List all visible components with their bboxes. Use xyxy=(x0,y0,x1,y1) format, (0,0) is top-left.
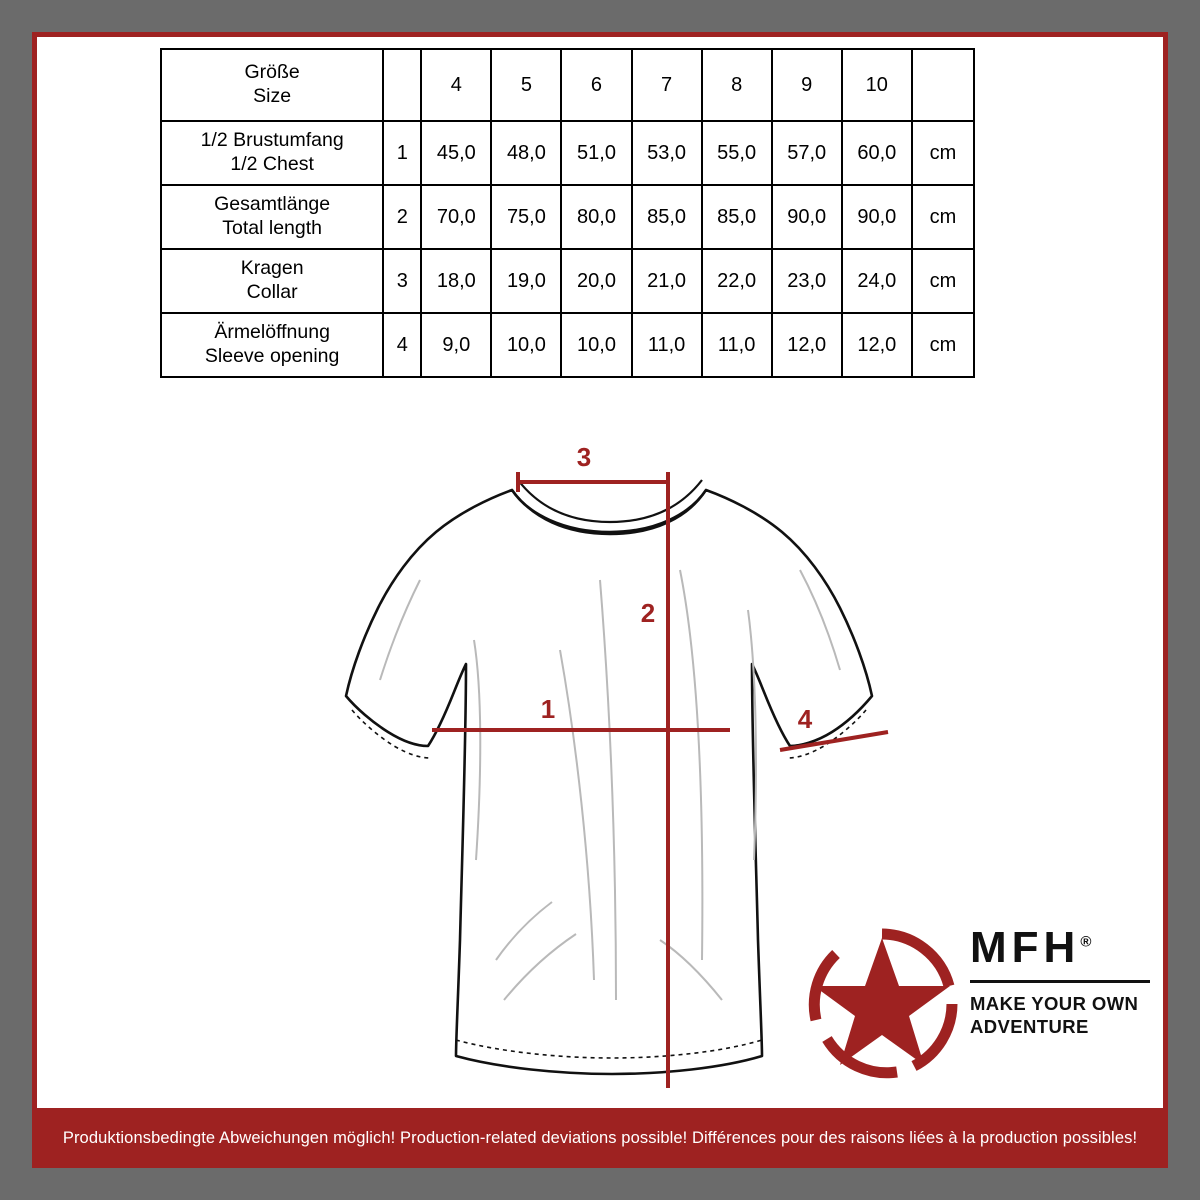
header-size-5: 5 xyxy=(491,49,561,121)
cell-collar-6: 20,0 xyxy=(561,249,631,313)
cell-sleeve-4: 9,0 xyxy=(421,313,491,377)
table-row xyxy=(161,121,974,185)
header-size-label xyxy=(161,49,383,121)
logo-tagline-line2: ADVENTURE xyxy=(970,1016,1089,1038)
table-row xyxy=(161,185,974,249)
header-size-4: 4 xyxy=(421,49,491,121)
row-index-length: 2 xyxy=(383,185,421,249)
logo-tagline-line1: MAKE YOUR OWN xyxy=(970,993,1139,1014)
marker-length-label: 2 xyxy=(640,598,656,628)
cell-sleeve-8: 11,0 xyxy=(702,313,772,377)
header-size-de: Größe xyxy=(244,61,300,84)
row-label-sleeve-de: Ärmelöffnung xyxy=(214,321,330,344)
cell-length-6: 80,0 xyxy=(561,185,631,249)
unit-collar: cm xyxy=(912,249,974,313)
cell-length-4: 70,0 xyxy=(421,185,491,249)
cell-chest-4: 45,0 xyxy=(421,121,491,185)
row-label-length-en: Total length xyxy=(222,217,322,239)
cell-sleeve-6: 10,0 xyxy=(561,313,631,377)
table-row xyxy=(161,249,974,313)
size-table-container xyxy=(160,48,975,378)
row-index-collar: 3 xyxy=(383,249,421,313)
cell-collar-7: 21,0 xyxy=(632,249,702,313)
header-unit-cell xyxy=(912,49,974,121)
logo-tagline xyxy=(970,992,1150,1038)
footer-disclaimer-text: Produktionsbedingte Abweichungen möglich! Production-related deviations possible! Différences pour des raisons liées à la production possibles! xyxy=(62,1128,1138,1147)
size-table xyxy=(160,48,975,378)
cell-chest-5: 48,0 xyxy=(491,121,561,185)
cell-length-7: 85,0 xyxy=(632,185,702,249)
cell-chest-6: 51,0 xyxy=(561,121,631,185)
header-size-9: 9 xyxy=(772,49,842,121)
header-size-6: 6 xyxy=(561,49,631,121)
marker-sleeve-label: 4 xyxy=(797,704,813,734)
cell-length-8: 85,0 xyxy=(702,185,772,249)
star-icon xyxy=(802,924,962,1084)
header-size-8: 8 xyxy=(702,49,772,121)
marker-chest-label: 1 xyxy=(540,694,556,724)
logo-text-block xyxy=(970,923,1150,1038)
header-size-en: Size xyxy=(253,85,292,107)
cell-collar-8: 22,0 xyxy=(702,249,772,313)
row-label-collar-en: Collar xyxy=(246,281,298,303)
row-label-collar xyxy=(161,249,383,313)
registered-mark: ® xyxy=(1080,933,1092,951)
row-label-length-de: Gesamtlänge xyxy=(214,193,331,216)
cell-sleeve-5: 10,0 xyxy=(491,313,561,377)
cell-length-10: 90,0 xyxy=(842,185,912,249)
brand-name: MFH® xyxy=(970,923,1092,972)
table-header-row xyxy=(161,49,974,121)
unit-chest: cm xyxy=(912,121,974,185)
row-index-sleeve: 4 xyxy=(383,313,421,377)
header-size-10: 10 xyxy=(842,49,912,121)
cell-sleeve-9: 12,0 xyxy=(772,313,842,377)
row-label-sleeve xyxy=(161,313,383,377)
row-label-chest-en: 1/2 Chest xyxy=(230,153,314,175)
row-label-collar-de: Kragen xyxy=(240,257,304,280)
row-label-chest-de: 1/2 Brustumfang xyxy=(200,129,344,152)
cell-sleeve-10: 12,0 xyxy=(842,313,912,377)
mfh-logo xyxy=(802,918,1142,1088)
cell-sleeve-7: 11,0 xyxy=(632,313,702,377)
cell-length-9: 90,0 xyxy=(772,185,842,249)
logo-divider xyxy=(970,980,1150,983)
cell-collar-10: 24,0 xyxy=(842,249,912,313)
cell-chest-10: 60,0 xyxy=(842,121,912,185)
footer-disclaimer-bar xyxy=(32,1108,1168,1168)
header-index-cell xyxy=(383,49,421,121)
cell-chest-8: 55,0 xyxy=(702,121,772,185)
row-index-chest: 1 xyxy=(383,121,421,185)
table-row xyxy=(161,313,974,377)
cell-length-5: 75,0 xyxy=(491,185,561,249)
cell-chest-7: 53,0 xyxy=(632,121,702,185)
cell-collar-5: 19,0 xyxy=(491,249,561,313)
header-size-7: 7 xyxy=(632,49,702,121)
cell-collar-9: 23,0 xyxy=(772,249,842,313)
cell-collar-4: 18,0 xyxy=(421,249,491,313)
marker-collar-label: 3 xyxy=(576,442,592,472)
unit-sleeve: cm xyxy=(912,313,974,377)
row-label-chest xyxy=(161,121,383,185)
unit-length: cm xyxy=(912,185,974,249)
cell-chest-9: 57,0 xyxy=(772,121,842,185)
row-label-sleeve-en: Sleeve opening xyxy=(204,345,340,367)
row-label-length xyxy=(161,185,383,249)
